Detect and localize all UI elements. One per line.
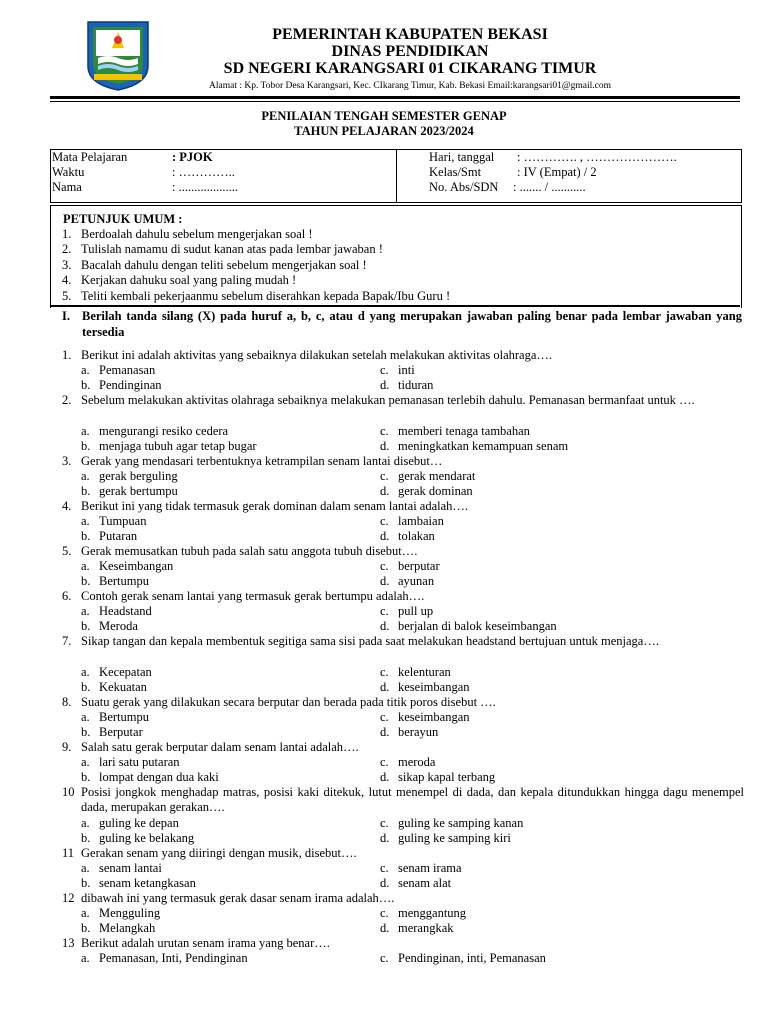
name-value: : ................... [172, 180, 238, 194]
question-number: 6. [62, 589, 72, 603]
option-text: Pendinginan [99, 378, 162, 392]
question-number: 9. [62, 740, 72, 754]
option-letter: c. [380, 951, 389, 965]
option-text: Pendinginan, inti, Pemanasan [398, 951, 546, 965]
question-number: 10 [62, 785, 75, 799]
option-letter: b. [81, 619, 91, 633]
question-number: 3. [62, 454, 72, 468]
option-letter: c. [380, 363, 389, 377]
option-c [380, 424, 530, 439]
option-text: pull up [398, 604, 434, 618]
option-letter: d. [380, 680, 390, 694]
option-text: Meroda [99, 619, 138, 633]
option-letter: b. [81, 725, 91, 739]
option-letter: c. [380, 816, 389, 830]
option-a [81, 363, 155, 378]
question-text: Berikut ini yang tidak termasuk gerak dominan dalam senam lantai adalah…. [81, 499, 469, 513]
option-text: Melangkah [99, 921, 156, 935]
option-d [380, 574, 434, 589]
option-a [81, 816, 179, 831]
info-name [52, 180, 238, 195]
option-letter: d. [380, 876, 390, 890]
option-letter: b. [81, 484, 91, 498]
question-number: 4. [62, 499, 72, 513]
option-a [81, 906, 160, 921]
header-rule-thin [50, 101, 740, 102]
option-text: Kecepatan [99, 665, 152, 679]
instruction-text: Teliti kembali pekerjaanmu sebelum diserahkan kepada Bapak/Ibu Guru ! [81, 289, 451, 303]
name-label: Nama [52, 180, 82, 194]
option-text: guling ke belakang [99, 831, 195, 845]
time-label: Waktu [52, 165, 85, 179]
class-value: : IV (Empat) / 2 [517, 165, 597, 179]
letterhead-school: SD NEGERI KARANGSARI 01 CIKARANG TIMUR [223, 60, 597, 77]
question-stem [62, 454, 744, 469]
info-date [429, 150, 677, 165]
option-letter: a. [81, 514, 90, 528]
option-text: senam alat [398, 876, 452, 890]
option-letter: b. [81, 680, 91, 694]
option-text: lambaian [398, 514, 444, 528]
option-text: menjaga tubuh agar tetap bugar [99, 439, 257, 453]
option-d [380, 680, 470, 695]
question-text: Berikut adalah urutan senam irama yang benar…. [81, 936, 330, 950]
subject-label: Mata Pelajaran [52, 150, 128, 164]
question-stem [62, 936, 744, 951]
question-stem [62, 499, 744, 514]
option-c [380, 951, 546, 966]
option-letter: a. [81, 559, 90, 573]
option-letter: b. [81, 529, 91, 543]
date-value: : …………. , …………………. [517, 150, 677, 164]
option-c [380, 816, 523, 831]
option-d [380, 484, 473, 499]
instructions-bottom-rule [50, 305, 740, 307]
option-text: berjalan di balok keseimbangan [398, 619, 557, 633]
question-text: Gerak yang mendasari terbentuknya ketrampilan senam lantai disebut… [81, 454, 443, 468]
letterhead [150, 26, 670, 93]
instruction-item [62, 227, 313, 242]
question-stem [62, 544, 744, 559]
option-letter: c. [380, 861, 389, 875]
question-number: 2. [62, 393, 72, 407]
option-letter: c. [380, 665, 389, 679]
section-number: I. [62, 309, 70, 323]
option-letter: a. [81, 816, 90, 830]
question-stem [62, 348, 744, 363]
question-stem [62, 846, 744, 861]
option-text: Pemanasan [99, 363, 156, 377]
option-letter: d. [380, 574, 390, 588]
option-b [81, 725, 143, 740]
instruction-text: Kerjakan dahuku soal yang paling mudah ! [81, 273, 297, 287]
option-a [81, 861, 162, 876]
option-c [380, 514, 444, 529]
option-text: Bertumpu [99, 574, 149, 588]
option-text: tolakan [398, 529, 435, 543]
instruction-number: 4. [62, 273, 72, 287]
option-text: senam lantai [99, 861, 162, 875]
option-d [380, 439, 568, 454]
option-text: senam irama [398, 861, 462, 875]
option-b [81, 378, 162, 393]
option-b [81, 619, 138, 634]
option-a [81, 514, 146, 529]
option-c [380, 906, 466, 921]
question-stem [62, 634, 744, 649]
question-text: Posisi jongkok menghadap matras, posisi kaki ditekuk, lutut menempel di dada, dan kepala ditundukkan hingga dagu menempel dada, merupakan gerakan…. [81, 785, 744, 814]
time-value: : ………….. [172, 165, 235, 179]
option-d [380, 619, 557, 634]
option-text: berayun [398, 725, 439, 739]
option-letter: a. [81, 710, 90, 724]
option-text: keseimbangan [398, 710, 470, 724]
option-d [380, 921, 454, 936]
option-text: gerak mendarat [398, 469, 476, 483]
option-text: Keseimbangan [99, 559, 174, 573]
option-b [81, 680, 147, 695]
exam-title-line1: PENILAIAN TENGAH SEMESTER GENAP [261, 109, 507, 123]
instruction-text: Tulislah namamu di sudut kanan atas pada lembar jawaban ! [81, 242, 383, 256]
option-letter: a. [81, 363, 90, 377]
option-a [81, 469, 178, 484]
exam-title [0, 109, 768, 139]
question-stem [62, 891, 744, 906]
option-text: gerak berguling [99, 469, 178, 483]
question-number: 1. [62, 348, 72, 362]
option-c [380, 665, 451, 680]
option-text: lari satu putaran [99, 755, 180, 769]
kabupaten-bekasi-logo [84, 18, 152, 92]
absence-value: : ....... / ........... [513, 180, 586, 194]
option-text: meningkatkan kemampuan senam [398, 439, 569, 453]
option-text: senam ketangkasan [99, 876, 196, 890]
option-letter: a. [81, 469, 90, 483]
question-text: Gerak memusatkan tubuh pada salah satu anggota tubuh disebut…. [81, 544, 418, 558]
instruction-item [62, 289, 450, 304]
option-letter: c. [380, 559, 389, 573]
question-stem [62, 740, 744, 755]
option-text: Headstand [99, 604, 152, 618]
instruction-text: Berdoalah dahulu sebelum mengerjakan soal ! [81, 227, 313, 241]
option-text: Mengguling [99, 906, 161, 920]
option-letter: b. [81, 831, 91, 845]
option-b [81, 770, 219, 785]
option-letter: d. [380, 921, 390, 935]
letterhead-government: PEMERINTAH KABUPATEN BEKASI [272, 26, 548, 43]
option-letter: c. [380, 710, 389, 724]
option-d [380, 378, 433, 393]
info-time [52, 165, 235, 180]
question-text: Gerakan senam yang diiringi dengan musik, disebut…. [81, 846, 357, 860]
option-text: meroda [398, 755, 436, 769]
option-letter: a. [81, 951, 90, 965]
section-heading [62, 308, 742, 340]
question-text: Berikut ini adalah aktivitas yang sebaiknya dilakukan setelah melakukan aktivitas olahraga…. [81, 348, 553, 362]
instruction-item [62, 242, 383, 257]
instruction-number: 3. [62, 258, 72, 272]
option-a [81, 604, 152, 619]
instruction-number: 2. [62, 242, 72, 256]
option-text: memberi tenaga tambahan [398, 424, 530, 438]
option-b [81, 921, 155, 936]
option-text: keseimbangan [398, 680, 470, 694]
question-stem [62, 589, 744, 604]
question-text: Suatu gerak yang dilakukan secara berputar dan berada pada titik poros disebut …. [81, 695, 496, 709]
option-a [81, 710, 149, 725]
info-subject [52, 150, 213, 165]
option-a [81, 951, 248, 966]
instructions-title: PETUNJUK UMUM : [63, 212, 183, 226]
question-text: Salah satu gerak berputar dalam senam lantai adalah…. [81, 740, 359, 754]
option-letter: d. [380, 770, 390, 784]
question-number: 5. [62, 544, 72, 558]
option-letter: c. [380, 469, 389, 483]
option-letter: a. [81, 604, 90, 618]
instruction-item [62, 273, 296, 288]
option-text: inti [398, 363, 415, 377]
question-number: 7. [62, 634, 72, 648]
option-b [81, 876, 196, 891]
option-text: Pemanasan, Inti, Pendinginan [99, 951, 248, 965]
option-letter: d. [380, 439, 390, 453]
question-number: 12 [62, 891, 75, 905]
info-divider [396, 150, 397, 202]
option-letter: d. [380, 619, 390, 633]
option-a [81, 424, 228, 439]
class-label: Kelas/Smt [429, 165, 482, 179]
section-instruction: Berilah tanda silang (X) pada huruf a, b, c, atau d yang merupakan jawaban paling benar pada lembar jawaban yang tersedia [82, 309, 742, 339]
option-letter: c. [380, 906, 389, 920]
instruction-number: 1. [62, 227, 72, 241]
option-letter: a. [81, 424, 90, 438]
option-text: lompat dengan dua kaki [99, 770, 219, 784]
question-number: 13 [62, 936, 75, 950]
option-letter: c. [380, 514, 389, 528]
info-absence [429, 180, 586, 195]
option-d [380, 876, 451, 891]
absence-label: No. Abs/SDN [429, 180, 499, 194]
option-letter: b. [81, 921, 91, 935]
option-letter: b. [81, 770, 91, 784]
option-letter: c. [380, 604, 389, 618]
option-letter: a. [81, 861, 90, 875]
option-letter: c. [380, 424, 389, 438]
option-c [380, 469, 475, 484]
option-c [380, 755, 435, 770]
option-letter: d. [380, 831, 390, 845]
option-text: merangkak [398, 921, 454, 935]
option-text: Berputar [99, 725, 143, 739]
instruction-item [62, 258, 367, 273]
option-c [380, 559, 440, 574]
question-stem [62, 785, 744, 815]
option-text: ayunan [398, 574, 435, 588]
letterhead-address: Alamat : Kp. Tobor Desa Karangsari, Kec. CIkarang Timur, Kab. Bekasi Email:karangsari01@gmail.com [209, 81, 611, 91]
option-a [81, 559, 173, 574]
option-c [380, 363, 415, 378]
option-text: tiduran [398, 378, 434, 392]
question-stem [62, 393, 744, 408]
option-letter: b. [81, 378, 91, 392]
option-text: guling ke samping kiri [398, 831, 511, 845]
option-c [380, 604, 433, 619]
exam-title-line2: TAHUN PELAJARAN 2023/2024 [294, 124, 474, 138]
question-text: Sikap tangan dan kepala membentuk segitiga sama sisi pada saat melakukan headstand bertujuan untuk menjaga…. [81, 634, 659, 648]
instruction-number: 5. [62, 289, 72, 303]
option-letter: d. [380, 484, 390, 498]
option-d [380, 770, 495, 785]
option-d [380, 831, 511, 846]
option-c [380, 710, 470, 725]
option-c [380, 861, 462, 876]
option-a [81, 665, 152, 680]
question-number: 11 [62, 846, 75, 860]
question-stem [62, 695, 744, 710]
option-b [81, 831, 194, 846]
option-letter: b. [81, 439, 91, 453]
option-b [81, 574, 149, 589]
question-text: dibawah ini yang termasuk gerak dasar senam irama adalah…. [81, 891, 395, 905]
option-text: kelenturan [398, 665, 451, 679]
option-d [380, 725, 438, 740]
question-number: 8. [62, 695, 72, 709]
option-text: mengurangi resiko cedera [99, 424, 229, 438]
question-text: Sebelum melakukan aktivitas olahraga sebaiknya melakukan pemanasan terlebih dahulu. Pemanasan bermanfaat untuk …. [81, 393, 695, 407]
option-text: Putaran [99, 529, 138, 543]
date-label: Hari, tanggal [429, 150, 495, 164]
option-b [81, 484, 178, 499]
option-b [81, 529, 137, 544]
option-letter: a. [81, 755, 90, 769]
option-b [81, 439, 257, 454]
option-text: Kekuatan [99, 680, 147, 694]
option-text: gerak bertumpu [99, 484, 178, 498]
option-text: guling ke samping kanan [398, 816, 524, 830]
option-text: guling ke depan [99, 816, 179, 830]
option-d [380, 529, 435, 544]
option-letter: a. [81, 906, 90, 920]
option-text: Bertumpu [99, 710, 149, 724]
header-rule-thick [50, 96, 740, 99]
option-text: Tumpuan [99, 514, 147, 528]
option-letter: d. [380, 529, 390, 543]
option-letter: b. [81, 574, 91, 588]
info-class [429, 165, 597, 180]
subject-value: : PJOK [172, 150, 213, 164]
option-text: berputar [398, 559, 440, 573]
letterhead-department: DINAS PENDIDIKAN [331, 43, 489, 60]
instruction-text: Bacalah dahulu dengan teliti sebelum mengerjakan soal ! [81, 258, 367, 272]
option-letter: c. [380, 755, 389, 769]
option-text: sikap kapal terbang [398, 770, 496, 784]
option-text: gerak dominan [398, 484, 473, 498]
option-letter: b. [81, 876, 91, 890]
option-letter: d. [380, 378, 390, 392]
question-text: Contoh gerak senam lantai yang termasuk gerak bertumpu adalah…. [81, 589, 425, 603]
option-text: menggantung [398, 906, 467, 920]
option-a [81, 755, 180, 770]
option-letter: a. [81, 665, 90, 679]
option-letter: d. [380, 725, 390, 739]
